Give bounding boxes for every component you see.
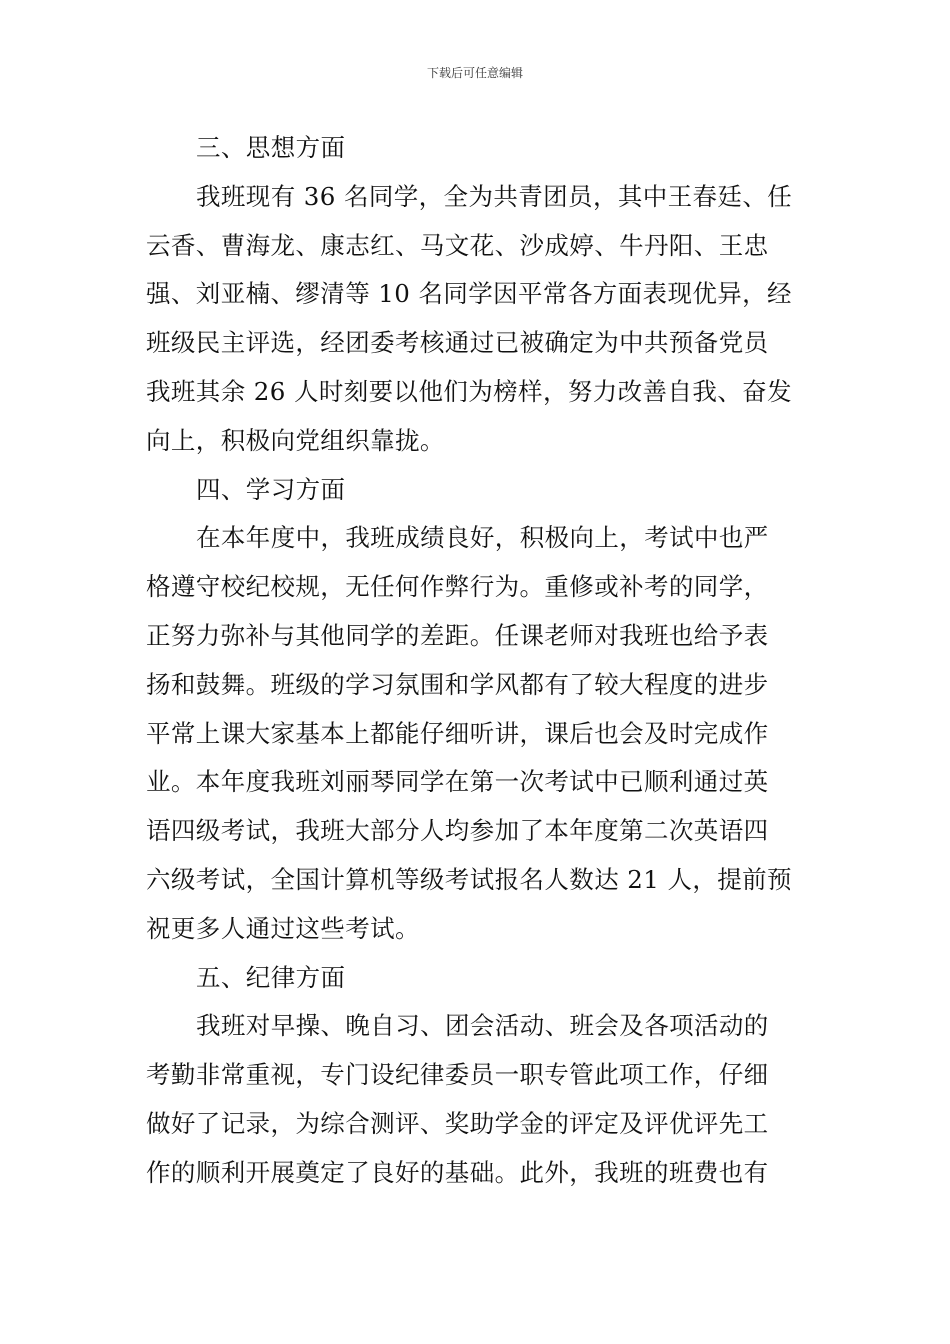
text-line: 在本年度中，我班成绩良好，积极向上，考试中也严 bbox=[196, 523, 769, 553]
document-body bbox=[146, 124, 808, 1198]
text-line: 班级民主评选，经团委考核通过已被确定为中共预备党员 bbox=[146, 328, 769, 358]
text-line: 格遵守校纪校规，无任何作弊行为。重修或补考的同学， bbox=[146, 572, 769, 602]
section-heading: 三、思想方面 bbox=[196, 133, 346, 162]
text-line: 语四级考试，我班大部分人均参加了本年度第二次英语四 bbox=[146, 816, 769, 846]
text-line: 六级考试，全国计算机等级考试报名人数达 21 人，提前预 bbox=[146, 864, 792, 894]
text-line: 向上，积极向党组织靠拢。 bbox=[146, 425, 445, 455]
text-line: 正努力弥补与其他同学的差距。任课老师对我班也给予表 bbox=[146, 620, 769, 650]
text-line: 扬和鼓舞。班级的学习氛围和学风都有了较大程度的进步 bbox=[146, 669, 769, 699]
text-line: 我班对早操、晚自习、团会活动、班会及各项活动的 bbox=[196, 1011, 769, 1041]
text-line: 考勤非常重视，专门设纪律委员一职专管此项工作，仔细 bbox=[146, 1060, 769, 1090]
page-header: 下载后可任意编辑 bbox=[426, 66, 523, 80]
section-heading: 四、学习方面 bbox=[196, 474, 346, 504]
text-line: 祝更多人通过这些考试。 bbox=[146, 913, 420, 943]
section-heading: 五、纪律方面 bbox=[196, 962, 346, 992]
text-line: 业。本年度我班刘丽琴同学在第一次考试中已顺利通过英 bbox=[146, 767, 769, 797]
text-line: 平常上课大家基本上都能仔细听讲，课后也会及时完成作 bbox=[146, 718, 769, 748]
text-line: 我班现有 36 名同学，全为共青团员，其中王春廷、任 bbox=[196, 181, 793, 211]
text-line: 云香、曹海龙、康志红、马文花、沙成婷、牛丹阳、王忠 bbox=[146, 230, 769, 260]
text-line: 我班其余 26 人时刻要以他们为榜样，努力改善自我、奋发 bbox=[146, 376, 792, 406]
text-line: 作的顺利开展奠定了良好的基础。此外，我班的班费也有 bbox=[146, 1157, 769, 1187]
text-line: 强、刘亚楠、缪清等 10 名同学因平常各方面表现优异，经 bbox=[146, 279, 792, 309]
text-line: 做好了记录，为综合测评、奖助学金的评定及评优评先工 bbox=[146, 1108, 769, 1138]
